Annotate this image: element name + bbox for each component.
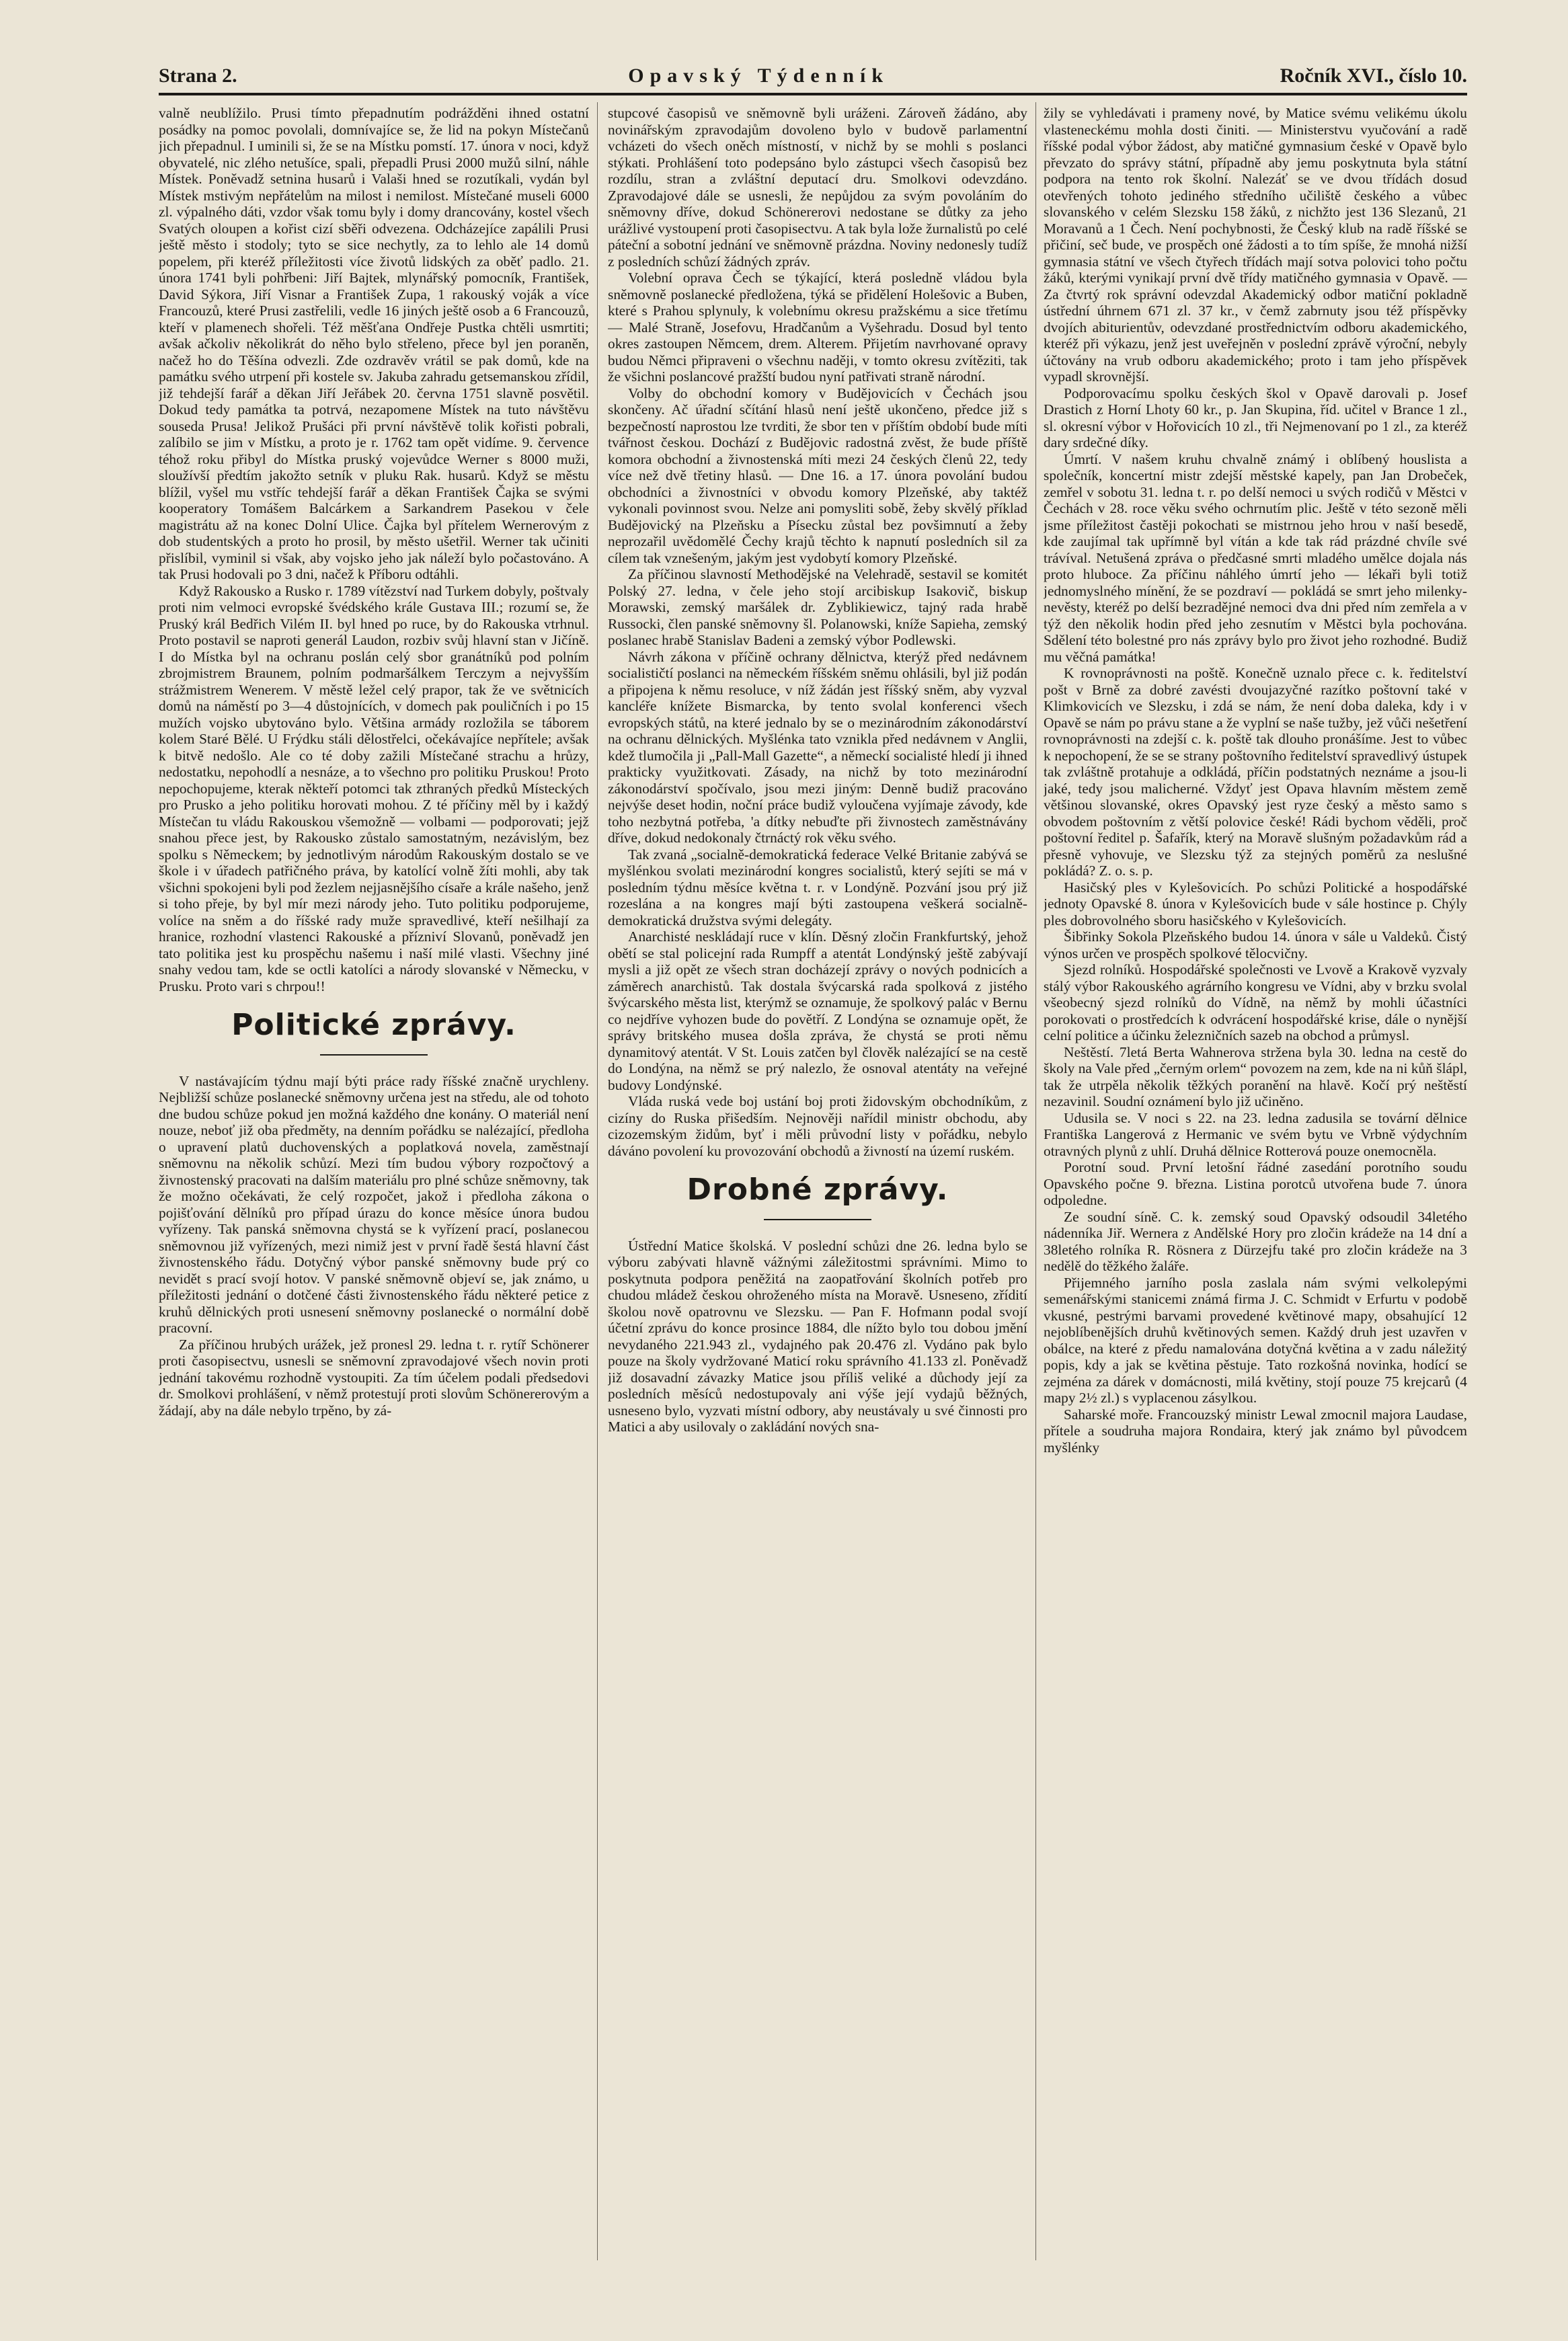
paragraph: K rovnoprávnosti na poště. Konečně uznalo přece c. k. ředitelství pošt v Brně za dobré zavésti dvoujazyčné razítko poštovní také v Klimkovicích ve Slezsku, i zdá se nám, že není doba daleka, kdy i v Opavě se nám po právu stane a že vyplní se naše tužby, jež vůči nešetření rovnoprávnosti na zdejší c. k. poště tak dlouho pronášíme. Jest to vůbec k nepochopení, že se se strany poštovního ředitelství spravedlivý ústupek tak zvláštně protahuje a odkládá, příčin podstatných neznáme a jsou-li jaké, tedy jsou malicherné. Vždyť jest Opava hlavním městem země většinou slovanské, okres Opavský jest ryze český a město samo s obvodem poštovním z větší polovice české! Rádi bychom věděli, proč poštovní ředitel p. Šafařík, který na Moravě slušným požadavkům rád a přesně vyhovuje, ve Slezsku týž za stejných poměrů za neslušné pokládá? Z. o. s. p.	[1044, 665, 1467, 879]
paragraph: žily se vyhledávati i prameny nové, by Matice svému velikému úkolu vlasteneckému mohla dosti činiti. — Ministerstvu vyučování a radě říšské podal výbor žádost, aby matičné gymnasium české v Opavě bylo převzato do správy státní, případně aby jemu poskytnuta byla státní podpora na tento rok školní. Nalezáť se ve dvou třídách dosud otevřených tohoto jediného středního učiliště českého a vůbec slovanského v celém Slezsku 158 žáků, z nichžto jest 136 Slezanů, 21 Moravanů a 1 Čech. Není pochybnosti, že Český klub na radě říšské se přičiní, seč bude, ve prospěch oné žádosti a to tím spíše, že mnohá nižší gymnasia státní ve všech čtyřech třídách mají sotva polovici toho počtu žáků, kterými vynikají první dvě třídy matičného gymnasia v Opavě. — Za čtvrtý rok správní odevzdal Akademický odbor matiční pokladně ústřední úhrnem 671 zl. 37 kr., v čemž zabrnuty jsou též příspěvky dvojích abiturientův, odevzdané prostřednictvím odboru akademického, kteréž při výkazu, jenž jest uveřejněn v poslední zprávě výroční, nebyly účtovány na vrub odboru akademického; proto i tam jeho příspěvek vypadl skrovnější.	[1044, 105, 1467, 385]
paragraph: Saharské moře. Francouzský ministr Lewal zmocnil majora Laudase, přítele a soudruha majora Rondaira, který jak známo byl původcem myšlénky	[1044, 1406, 1467, 1456]
page-number: Strana 2.	[159, 65, 237, 87]
column-1	[159, 105, 589, 2256]
paragraph: Volby do obchodní komory v Budějovicích v Čechách jsou skončeny. Ač úřadní sčítání hlasů není ještě ukončeno, předce již s bezpečností naprostou lze tvrditi, že sbor ten v příštím období bude míti tvářnost českou. Dochází z Budějovic radostná zvěst, že bude příště komora obchodní a živnostenská míti mezi 24 českých členů 22, tedy více než dvě třetiny hlasů. — Dne 16. a 17. února povolání budou obchodníci a živnostníci v obvodu komory Plzeňské, aby taktéž vykonali povinnost svou. Nelze ani pomysliti sobě, žeby skvělý příklad Budějovický na Plzeňsku a Písecku zůstal bez povšimnutí a žeby neprozařil uvědomělé Čechy krajů těchto k napnutí posledních sil za cílem tak vznešeným, jakým jest vydobytí komory Plzeňské.	[608, 385, 1027, 566]
column-divider	[1035, 102, 1036, 2260]
newspaper-title: Opavský Týdenník	[628, 65, 890, 87]
paragraph: Ústřední Matice školská. V poslední schůzi dne 26. ledna bylo se výboru zabývati hlavně vážnými záležitostmi správními. Mimo to poskytnuta podpora peněžitá na zaopatřování školních potřeb pro chudou mládež českou ohroženého místa na Moravě. Usneseno, zřídití školou nově opatrovnu ve Slezsku. — Pan F. Hofmann podal svojí účetní zprávu do konce prosince 1884, dle nížto bylo tou dobou jmění nevydaného 221.943 zl., vydajného pak 20.476 zl. Vydáno pak bylo pouze na školy vydržované Maticí roku správního 41.133 zl. Poněvadž již dosavadní závazky Matice jsou příliš veliké a důchody její za posledních měsíců nedostupovaly ani výše její vydajů běžných, usneseno bylo, vyzvati místní odbory, aby neustávaly u své činnosti pro Matici a aby usilovaly o zakládání nových sna-	[608, 1237, 1027, 1435]
paragraph: Ze soudní síně. C. k. zemský soud Opavský odsoudil 34letého nádenníka Jiř. Wernera z Andělské Hory pro zločin krádeže na 14 dní a 38letého rolníka R. Rösnera z Dürzejfu také pro zločin krádeže na 3 nedělě do těžkého žaláře.	[1044, 1208, 1467, 1274]
section-heading-politicke-zpravy: Politické zprávy.	[231, 1008, 516, 1042]
paragraph: Porotní soud. První letošní řádné zasedání porotního soudu Opavského počne 9. března. Listina porotců utvořena bude 7. února odpoledne.	[1044, 1159, 1467, 1208]
paragraph: Úmrtí. V našem kruhu chvalně známý i oblíbený houslista a společník, koncertní mistr zdejší městské kapely, pan Jan Drobeček, zemřel v sobotu 31. ledna t. r. po delší nemoci u svých rodičů v Městci v Čechách v 28. roce věku svého ochrnutím plic. Ještě v této sezoně měli jsme příležitost častěji pokochati se mistrnou jeho hrou v naší besedě, kde zaujímal tak upřímně byl vítán a kde tak rád prázdné chvíle své trávíval. Netušená zpráva o předčasné smrti mladého umělce dojala nás proto hluboce. Za příčinu náhlého úmrtí jeho — lékaři byli totiž jednomyslného mínění, že se pozdraví — pokládá se smrt jeho milenky-nevěsty, kteréž po delší bezradějné nemoci dva dni před ním zemřela a v týž den několik hodin před jeho zesnutím v Městci byla pochována. Sdělení této bolestné pro nás zprávy bylo pro život jeho rozhodné. Budiž mu věčná památka!	[1044, 450, 1467, 665]
paragraph: Podporovacímu spolku českých škol v Opavě darovali p. Josef Drastich z Horní Lhoty 60 kr., p. Jan Skupina, říd. učitel v Brance 1 zl., sl. okresní výbor v Hořovicích 10 zl., tři Nejmenovaní po 1 zl., za kteréž dary srdečné díky.	[1044, 385, 1467, 450]
column-3	[1044, 105, 1467, 2256]
paragraph: Když Rakousko a Rusko r. 1789 vítězství nad Turkem dobyly, poštvaly proti nim velmoci evropské švédského krále Gustava III.; rozumí se, že Pruský král Bedřich Vilém II. byl hned po ruce, by do Rakouska vtrhnul. Proto postavil se naproti generál Laudon, rozbiv svůj hlavní stan v Jičíně. I do Místka byl na ochranu poslán celý sbor granátníků pod polním zbrojmistrem Braunem, polním podmaršálkem Terczym a nejvyšším strážmistrem Wenerem. V městě ležel celý prapor, tak že ve světnicích domů na náměstí po 3—4 důstojnících, v domech pak pouličních i po 15 mužích vojsko ubytováno bylo. Většina armády rozložila se táborem kolem Staré Bělé. U Frýdku stáli dělostřelci, očekávajíce nepřítele; avšak k bitvě nedošlo. Ale co té doby zažili Místečané strachu a hrůzy, nedostatku, nepohodlí a nesnáze, a to všechno pro politiku Pruskou! Proto nepochopujeme, kterak někteří potomci tak zthraných předků Místeckých pro Prusko a jeho politiku horovati mohou. Z té příčiny měl by i každý Místečan tu vládu Rakouskou všemožně — volbami — podporovati; jejž snahou přece jest, by Rakousko zůstalo samostatným, nezávislým, bez spolku s Německem; by jednotlivým národům Rakouským dostalo se ve škole i v úřadech patřičného práva, by katolící volně žíti mohli, aby tak všichni spokojeni byli pod žezlem nejjasnějšího císaře a krále našeho, jenž si toho přeje, by byl mír mezi národy jeho. Tuto politiku podporujeme, volíce na sněm a do říšské rady muže spravedlivé, kteří nešilhají za hranice, rozhodní vlastenci Rakouské a přízniví Slovanů, poněvadž jen tato politika jest ku prospěchu našemu i naší milé vlasti. Všechny jiné snahy vedou tam, kde se octli katolíci a národy slovanské v Německu, v Prusku. Proto vari s chrpou!!	[159, 582, 589, 994]
paragraph: Sjezd rolníků. Hospodářské společnosti ve Lvově a Krakově vyzvaly stálý výbor Rakouského agrárního kongresu ve Vídni, aby v brzku svolal všeobecný sjezd rolníků do Vídně, na němž by mohli účastníci porokovati o prostředcích k odvrácení hospodářské krise, dále o nynější celní politice a účinku železničních sazeb na obchod a průmysl.	[1044, 961, 1467, 1043]
heading-underline	[320, 1054, 428, 1056]
paragraph: Šibřinky Sokola Plzeňského budou 14. února v sále u Valdeků. Čistý výnos určen ve prospěch spolkové tělocvičny.	[1044, 928, 1467, 961]
volume-issue: Ročník XVI., číslo 10.	[1280, 65, 1467, 87]
column-divider	[597, 102, 598, 2260]
page-header	[159, 56, 1467, 87]
paragraph: Přijemného jarního posla zaslala nám svými velkolepými semenářskými stanicemi známá firma J. C. Schmidt v Erfurtu v podobě vkusné, pestrými barvami provedené květinové mapy, obsahující 12 nejoblíbenějších druhů květinových semen. Každý druh jest uzavřen v obálce, na které z předu namalována dotyčná květina a v zadu náležitý popis, kdy a jak se květina pěstuje. Tato rozkošná novinka, hodící se zejména za dárek v domácnosti, milá květiny, stojí pouze 75 krejcarů (4 mapy 2½ zl.) s vyplacenou zásylkou.	[1044, 1274, 1467, 1406]
paragraph: Hasičský ples v Kylešovicích. Po schůzi Politické a hospodářské jednoty Opavské 8. února v Kylešovicích bude v sále hostince p. Chýly ples dobrovolného sboru hasičského v Kylešovicích.	[1044, 879, 1467, 928]
paragraph: Vláda ruská vede boj ustání boj proti židovským obchodníkům, z cizíny do Ruska přišedším. Nejnověji nařídil ministr obchodu, aby cizozemským židům, byť i měli průvodní listy v pořádku, nebylo dáváno povolení ku provozování obchodů a živností na území ruském.	[608, 1093, 1027, 1159]
paragraph: valně neublížilo. Prusi tímto přepadnutím podrážděni ihned ostatní posádky na pomoc povolali, domnívajíce se, že lid na pokyn Místečanů jich přepadnul. I uminili si, že se na Místku pomstí. 17. února v noci, když obyvatelé, nic zlého netušíce, spali, přepadli Prusi 2000 mužů silní, náhle Místek. Poněvadž setnina husarů i Valaši hned se rozutíkali, vydán byl Místek mstivým nepřátelům na milost i nemilost. Místečané museli 6000 zl. výpalného dáti, vzdor však tomu byly i domy drancovány, kostel všech Svatých oloupen a kořist cizí sběři odvezena. Odcházejíce zapálili Prusi ještě město i stodoly; tyto se sice nechytly, za to lehlo ale 14 domů popelem, při kteréž příležitosti více životů lidských za oběť padlo. 21. února 1741 byli pohřbeni: Jiří Bajtek, mlynářský pomocník, František, David Sýkora, Jiří Visnar a František Zupa, 1 rakouský voják a více Francouzů, které Prusi zastřelili, vedle 16 jiných ještě osob a 6 Francouzů, kteří v plamenech shořeli. Též měšťana Ondřeje Pustka chtěli usmrtiti; avšak ačkoliv několikrát do něho bylo střeleno, přece byl jen poraněn, načež ho do Těšína odvezli. Zde ozdravěv vrátil se pak domů, kde na památku svého utrpení při kostele sv. Jakuba zahradu getsemanskou zřídil, již tehdejší farář a děkan Jiří Jeřábek 20. června 1751 slavně posvětil. Dokud tedy památka ta potrvá, nezapomene Místek na tuto návštěvu souseda Prusa! Jelikož Prušáci při první návštěvě tolik kořisti pobrali, zalíbilo se jim v Místku, a proto je r. 1762 tam opět vidíme. 9. července téhož roku přibyl do Místka pruský vojevůdce Werner s 8000 muži, sloužívší předtím jakožto setník v pluku Rak. husarů. Když se městu blížil, vyšel mu vstříc tehdejší farář a děkan František Čajka se svými kooperatory Tomášem Balcárkem a Sarkandrem Pasekou v čele magistrátu až na konec Dolní Ulice. Čajka byl přítelem Wernerovým z dob studentských a proto ho prosil, by město ušetřil. Werner tak učiniti přislíbil, vyminil si však, aby vojsko jeho jak náleží bylo počastováno. A tak Prusi hodovali po 3 dni, načež k Příboru odtáhli.	[159, 105, 589, 582]
paragraph: V nastávajícím týdnu mají býti práce rady říšské značně urychleny. Nejbližší schůze poslanecké sněmovny určena jest na středu, ale od tohoto dne budou schůze pokud jen možná každého dne konány. O materiál není nouze, neboť již oba předměty, na denním pořádku se nalézající, předloha o upravení platů duchovenských a poplatková novela, zaměstnají sněmovnu na několik schůzí. Mezi tím budou výbory rozpočtový a živnostenský pracovati na dalším materiálu pro plné schůze sněmovny, tak že možno očekávati, že celý rozpočet, jakož i předloha zákona o pojišťování dělníků pro případ úrazu do konce měsíce února budou vyřízeny. Tak panská sněmovna chystá se k vyřízení prací, poslanecou sněmovnou již vyřízených, mezi nimiž jest v první řadě šestá hlavní část živnostenského řádu. Dotyčný výbor panské sněmovny bude prý co nevidět s prací svojí hotov. V panské sněmovně objeví se, jak známo, u příležitosti jednání o dotčené části živnostenského řádu některé petice z kruhů dělnických proti usnesení sněmovny poslanecké o normální době pracovní.	[159, 1072, 589, 1336]
paragraph: Tak zvaná „socialně-demokratická federace Velké Britanie zabývá se myšlénkou svolati mezinárodní kongres socialistů, který sejíti se má v posledním týdnu měsíce května t. r. v Londýně. Pozvání jsou prý již rozeslána a na kongres mají býti zastoupena veškerá socialně-demokratická družstva svými delegáty.	[608, 846, 1027, 928]
paragraph: stupcové časopisů ve sněmovně byli uráženi. Zároveň žádáno, aby novinářským zpravodajům dovoleno bylo v budově parlamentní vcházeti do všech oněch místností, v nichž by se mohli s poslanci stýkati. Prohlášení toto podepsáno bylo zástupci všech časopisů bez rozdílu, stran a zvláštní deputací dru. Smolkovi odevzdáno. Zpravodajové dále se usnesli, že nepůjdou za svým povoláním do sněmovny dříve, dokud Schönererovi nedostane se důtky za jeho urážlivé vystoupení proti časopisectvu. A tak byla lože žurnalistů po celé páteční a sobotní jednání ve sněmovně prázdna. Noviny nedonesly tudíž z posledních schůzí žádných zpráv.	[608, 105, 1027, 270]
heading-underline	[764, 1219, 871, 1220]
section-heading-drobne-zpravy: Drobné zprávy.	[687, 1173, 949, 1207]
paragraph: Anarchisté neskládají ruce v klín. Děsný zločin Frankfurtský, jehož obětí se stal policejní rada Rumpff a atentát Londýnský ještě zabývají mysli a již opět ze všech stran docházejí zprávy o nových podnicích a záměrech anarchistů. Tak dostala švýcarská rada spolková z jistého švýcarského města list, kterýmž se oznamuje, že spolkový palác v Bernu co nejdříve vyhozen bude do povětří. Z Londýna se oznamuje opět, že správy britského musea došla zpráva, že chystá se proti němu dynamitový atentát. V St. Louis zatčen byl člověk nalézající se na cestě do Londýna, na němž se prý nalezlo, že osnoval atentáty na veřejné budovy Londýnské.	[608, 928, 1027, 1093]
column-2	[608, 105, 1027, 2256]
paragraph: Návrh zákona v příčině ochrany dělnictva, kterýž před nedávnem socialističtí poslanci na německém říšském sněmu ohlásili, byl již podán a připojena k němu resoluce, v níž žádán jest říšský sněm, aby vyzval kancléře knížete Bismarcka, by tento svolal konferenci všech evropských států, na které jednalo by se o mezinárodním zákonodárství na ochranu dělnických. Myšlénka tato vznikla před nedávnem v Anglii, kdež tlumočila ji „Pall-Mall Gazette“, a německí socialisté hledí ji ihned prakticky využitkovati. Zásady, na nichž by toto mezinárodní zákonodárství spočívalo, jsou mezi jiným: Denně budiž pracováno nejvýše deset hodin, noční práce budiž vyloučena vyjímaje závody, kde toho nezbytná potřeba, 'a dítky nebuďte při živnostech zaměstnávány dříve, dokud nedokonaly čtrnáctý rok věku svého.	[608, 648, 1027, 846]
paragraph: Za příčinou slavností Methodějské na Velehradě, sestavil se komitét Polský 27. ledna, v čele jeho stojí arcibiskup Isakovič, biskup Morawski, zemský maršálek dr. Zyblikiewicz, tajný rada hrabě Russocki, člen panské sněmovny šl. Polanowski, kníže Sapieha, zemský poslanec hrabě Stanislav Badeni a zemský výbor Podlewski.	[608, 566, 1027, 648]
paragraph: Volební oprava Čech se týkající, která posledně vládou byla sněmovně poslanecké předložena, týká se přidělení Holešovic a Buben, které s Prahou splynuly, k volebnímu okresu pražskému a sice třetímu — Malé Straně, Josefovu, Hradčanům a Vyšehradu. Dosud byl tento okres zastoupen Němcem, drem. Alterem. Přijetím navrhované opravy budou Němci připraveni o všechnu naději, v tomto okresu zvítěziti, tak že všichni poslancové pražští budou nyní patřivati straně národní.	[608, 270, 1027, 385]
header-rule	[159, 93, 1467, 95]
paragraph: Udusila se. V noci s 22. na 23. ledna zadusila se tovární dělnice Františka Langerová z Hermanic ve svém bytu ve Vrbně výdychním otravných plynů z uhlí. Druhá dělnice Rotterová pouze onemocněla.	[1044, 1109, 1467, 1159]
paragraph: Za příčinou hrubých urážek, jež pronesl 29. ledna t. r. rytíř Schönerer proti časopisectvu, usnesli se sněmovní zpravodajové všech novin proti jednání takovému rozhodně vystoupiti. Za tím účelem podali předsedovi dr. Smolkovi prohlášení, v němž protestují proti slovům Schönererovým a žádají, aby na dále nebylo trpěno, by zá-	[159, 1336, 589, 1419]
paragraph: Neštěstí. 7letá Berta Wahnerova stržena byla 30. ledna na cestě do školy na Vale před „černým orlem“ povozem na zem, kde na ni kůň šlápl, tak že utrpěla několik těžkých poranění na hlavě. Kočí prý neštěstí nezavinil. Soudní oznámení bylo již učiněno.	[1044, 1043, 1467, 1109]
